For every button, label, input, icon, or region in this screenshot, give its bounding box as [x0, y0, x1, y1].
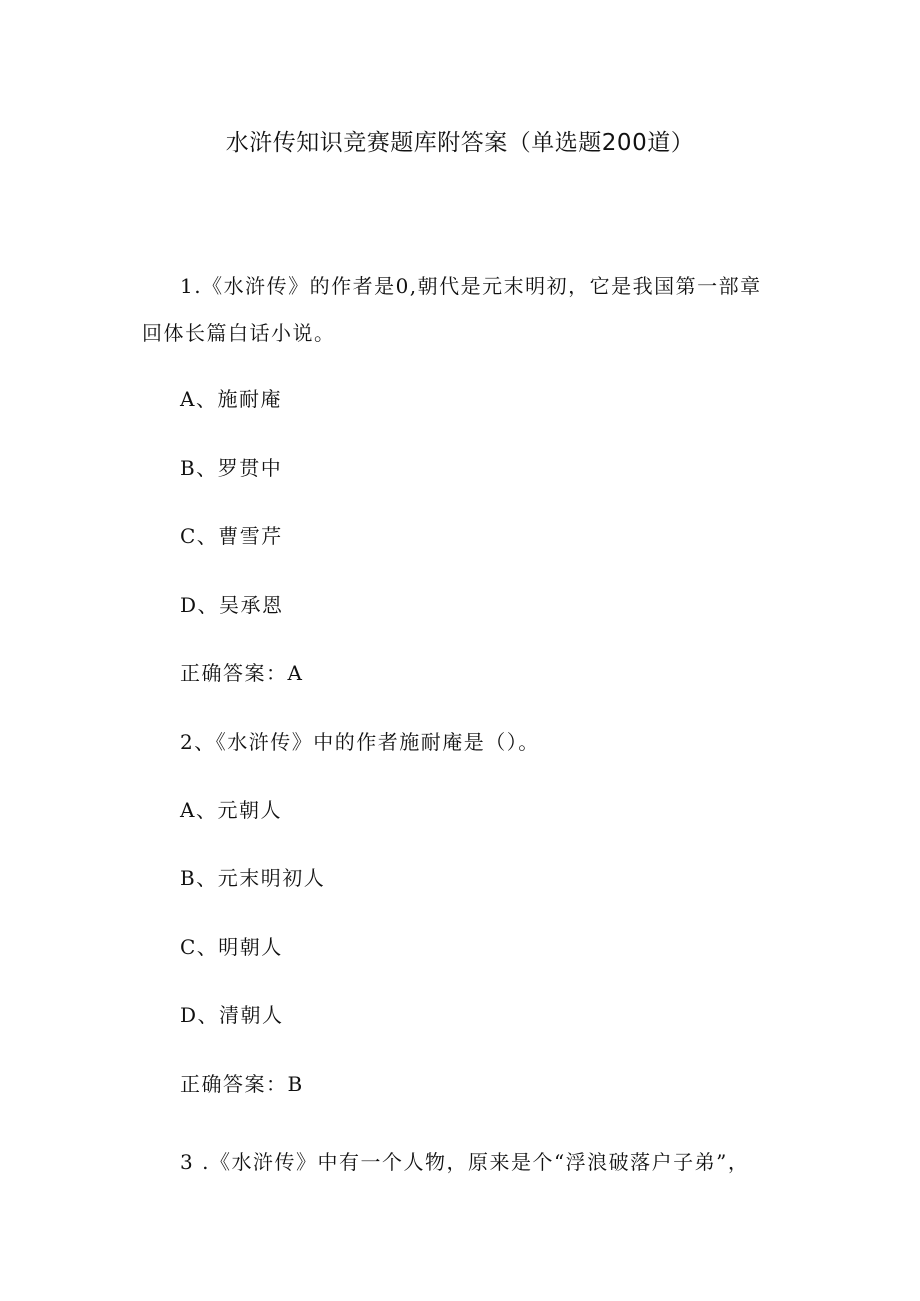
- question-2-answer: 正确答案：B: [180, 1072, 304, 1096]
- question-2-stem-line-1: 2、《水浒传》中的作者施耐庵是（）。: [180, 730, 540, 754]
- question-1-stem-line-1: 1.《水浒传》的作者是0,朝代是元末明初，它是我国第一部章: [180, 274, 762, 298]
- question-2-option-d: D、清朝人: [180, 1003, 284, 1027]
- question-1-option-d: D、吴承恩: [180, 593, 284, 617]
- question-2-option-c: C、明朝人: [180, 935, 283, 959]
- question-3-stem-line-1: 3 .《水浒传》中有一个人物，原来是个“浮浪破落户子弟”，: [180, 1150, 750, 1174]
- question-1-answer: 正确答案：A: [180, 661, 304, 685]
- page-title: 水浒传知识竞赛题库附答案（单选题200道）: [225, 130, 695, 156]
- question-1-option-b: B、罗贯中: [180, 456, 283, 480]
- question-1-option-c: C、曹雪芹: [180, 524, 283, 548]
- question-2-option-a: A、元朝人: [180, 798, 282, 822]
- question-2-option-b: B、元末明初人: [180, 866, 326, 890]
- question-1-option-a: A、施耐庵: [180, 387, 282, 411]
- question-1-stem-line-2: 回体长篇白话小说。: [142, 321, 336, 345]
